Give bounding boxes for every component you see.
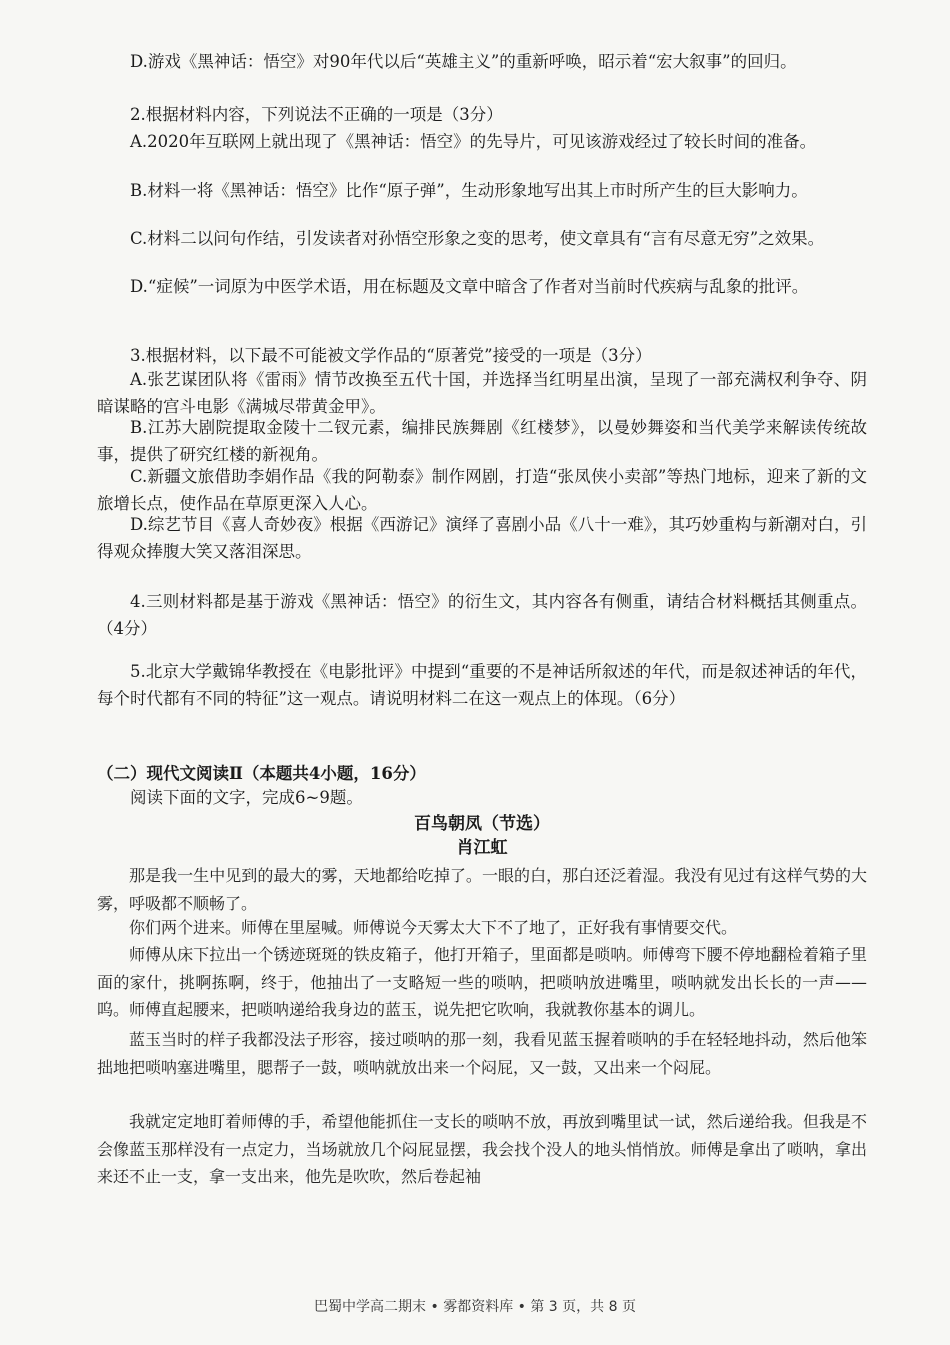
story-paragraph-2: 你们两个进来。师傅在里屋喊。师傅说今天雾太大下不了地了，正好我有事情要交代。: [129, 918, 738, 937]
story-author: 肖江虹: [456, 838, 508, 858]
story-paragraph-1: 那是我一生中见到的最大的雾，天地都给吃掉了。一眼的白，那白还泛着湿。我没有见过有这样气势的大雾，呼吸都不顺畅了。: [97, 866, 867, 913]
q2-option-d: D.“症候”一词原为中医学术语，用在标题及文章中暗含了作者对当前时代疾病与乱象的批评。: [130, 277, 809, 296]
page-footer: 巴蜀中学高二期末 • 雾都资料库 • 第 3 页，共 8 页: [314, 1299, 636, 1315]
q3-option-c: C.新疆文旅借助李娟作品《我的阿勒泰》制作网剧，打造“张凤侠小卖部”等热门地标，迎来了新的文旅增长点，使作品在草原更深入人心。: [97, 467, 867, 513]
q2-option-b: B.材料一将《黑神话：悟空》比作“原子弹”，生动形象地写出其上市时所产生的巨大影响力。: [130, 181, 808, 200]
question-4: 4.三则材料都是基于游戏《黑神话：悟空》的衍生文，其内容各有侧重，请结合材料概括其侧重点。（4分）: [97, 592, 867, 638]
q2-option-a: A.2020年互联网上就出现了《黑神话：悟空》的先导片，可见该游戏经过了较长时间的准备。: [130, 132, 817, 151]
story-paragraph-5: 我就定定地盯着师傅的手，希望他能抓住一支长的唢呐不放，再放到嘴里试一试，然后递给我。但我是不会像蓝玉那样没有一点定力，当场就放几个闷屁显摆，我会找个没人的地头悄悄放。师傅是拿出了唢呐，拿出来还不止一支，拿一支出来，他先是吹吹，然后卷起袖: [97, 1112, 867, 1187]
q2-stem: 2.根据材料内容，下列说法不正确的一项是（3分）: [130, 105, 503, 124]
question-5: 5.北京大学戴锦华教授在《电影批评》中提到“重要的不是神话所叙述的年代，而是叙述神话的年代，每个时代都有不同的特征”这一观点。请说明材料二在这一观点上的体现。（6分）: [97, 662, 867, 708]
story-paragraph-4: 蓝玉当时的样子我都没法子形容，接过唢呐的那一刻，我看见蓝玉握着唢呐的手在轻轻地抖动，然后他笨拙地把唢呐塞进嘴里，腮帮子一鼓，唢呐就放出来一个闷屁，又一鼓，又出来一个闷屁。: [97, 1030, 867, 1077]
q1-option-d: D.游戏《黑神话：悟空》对90年代以后“英雄主义”的重新呼唤，昭示着“宏大叙事”的回归。: [130, 52, 797, 71]
section-instruction: 阅读下面的文字，完成6~9题。: [130, 788, 363, 807]
story-paragraph-3: 师傅从床下拉出一个锈迹斑斑的铁皮箱子，他打开箱子，里面都是唢呐。师傅弯下腰不停地翻检着箱子里面的家什，挑啊拣啊，终于，他抽出了一支略短一些的唢呐，把唢呐放进嘴里，唢呐就发出长长的一声——呜。师傅直起腰来，把唢呐递给我身边的蓝玉，说先把它吹响，我就教你基本的调儿。: [97, 945, 867, 1020]
q3-stem: 3.根据材料，以下最不可能被文学作品的“原著党”接受的一项是（3分）: [130, 346, 652, 365]
q3-option-b: B.江苏大剧院提取金陵十二钗元素，编排民族舞剧《红楼梦》，以曼妙舞姿和当代美学来解读传统故事，提供了研究红楼的新视角。: [97, 418, 867, 464]
story-title: 百鸟朝凤（节选）: [414, 814, 550, 834]
q3-option-a: A.张艺谋团队将《雷雨》情节改换至五代十国，并选择当红明星出演，呈现了一部充满权利争夺、阴暗谋略的宫斗电影《满城尽带黄金甲》。: [97, 370, 867, 416]
q2-option-c: C.材料二以问句作结，引发读者对孙悟空形象之变的思考，使文章具有“言有尽意无穷”之效果。: [130, 229, 825, 248]
q3-option-d: D.综艺节目《喜人奇妙夜》根据《西游记》演绎了喜剧小品《八十一难》，其巧妙重构与新潮对白，引得观众捧腹大笑又落泪深思。: [97, 515, 867, 561]
section-heading: （二）现代文阅读Ⅱ（本题共4小题，16分）: [97, 764, 426, 783]
